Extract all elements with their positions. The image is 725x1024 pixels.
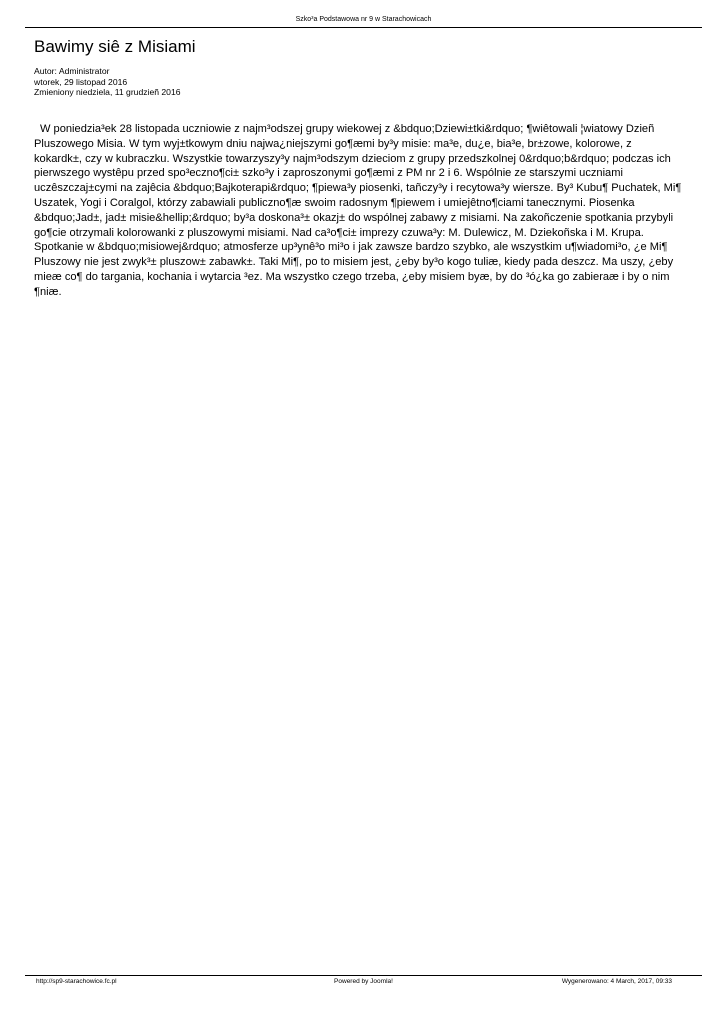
article-title: Bawimy siê z Misiami — [34, 37, 196, 56]
footer-generated-date: Wygenerowano: 4 March, 2017, 09:33 — [561, 978, 672, 985]
footer-url: http://sp9-starachowice.fc.pl — [36, 978, 117, 985]
article-meta — [34, 66, 181, 98]
article-modified-date: Zmieniony niedziela, 11 grudzieñ 2016 — [34, 87, 181, 97]
page-footer — [25, 975, 702, 988]
article-body: W poniedzia³ek 28 listopada uczniowie z najm³odszej grupy wiekowej z &bdquo;Dziewi±tki&rdquo; ¶wiêtowali ¦wiatowy Dzieñ Pluszowego Misia. W tym wyj±tkowym dniu najwa¿niejszymi go¶æmi by³y misie: ma³e, du¿e, bia³e, br±zowe, kolorowe, z kokardk±, czy w kubraczku. Wszystkie towarzyszy³y najm³odszym dzieciom z grupy przedszkolnej 0&rdquo;b&rdquo; podczas ich pierwszego wystêpu przed spo³eczno¶ci± szko³y i zaproszonymi go¶æmi z PM nr 2 i 6. Wspólnie ze starszymi uczniami uczêszczaj±cymi na zajêcia &bdquo;Bajkoterapi&rdquo; ¶piewa³y piosenki, tañczy³y i recytowa³y wiersze. By³ Kubu¶ Puchatek, Mi¶ Uszatek, Yogi i Coralgol, którzy zabawiali publiczno¶æ swoim radosnym ¶piewem i umiejêtno¶ciami tanecznymi. Piosenka &bdquo;Jad±, jad± misie&hellip;&rdquo; by³a doskona³± okazj± do wspólnej zabawy z misiami. Na zakoñczenie spotkania przybyli go¶cie otrzymali kolorowanki z pluszowymi misiami. Nad ca³o¶ci± imprezy czuwa³y: M. Dulewicz, M. Dziekoñska i M. Krupa. Spotkanie w &bdquo;misiowej&rdquo; atmosferze up³ynê³o mi³o i jak zawsze bardzo szybko, ale wszystkim u¶wiadomi³o, ¿e Mi¶ Pluszowy nie jest zwyk³± pluszow± zabawk±. Taki Mi¶, po to misiem jest, ¿eby by³o kogo tuliæ, kiedy pada deszcz. Ma uszy, ¿eby mieæ co¶ do targania, kochania i wytarcia ³ez. Ma wszystko czego trzeba, ¿eby misiem byæ, by do ³ó¿ka go zabieraæ i by o nim ¶niæ. — [34, 123, 682, 298]
article-author: Autor: Administrator — [34, 66, 110, 76]
footer-powered-by: Powered by Joomla! — [334, 978, 393, 985]
page-header — [25, 13, 702, 28]
article-created-date: wtorek, 29 listopad 2016 — [34, 76, 128, 87]
site-name: Szko³a Podstawowa nr 9 w Starachowicach — [295, 16, 432, 23]
